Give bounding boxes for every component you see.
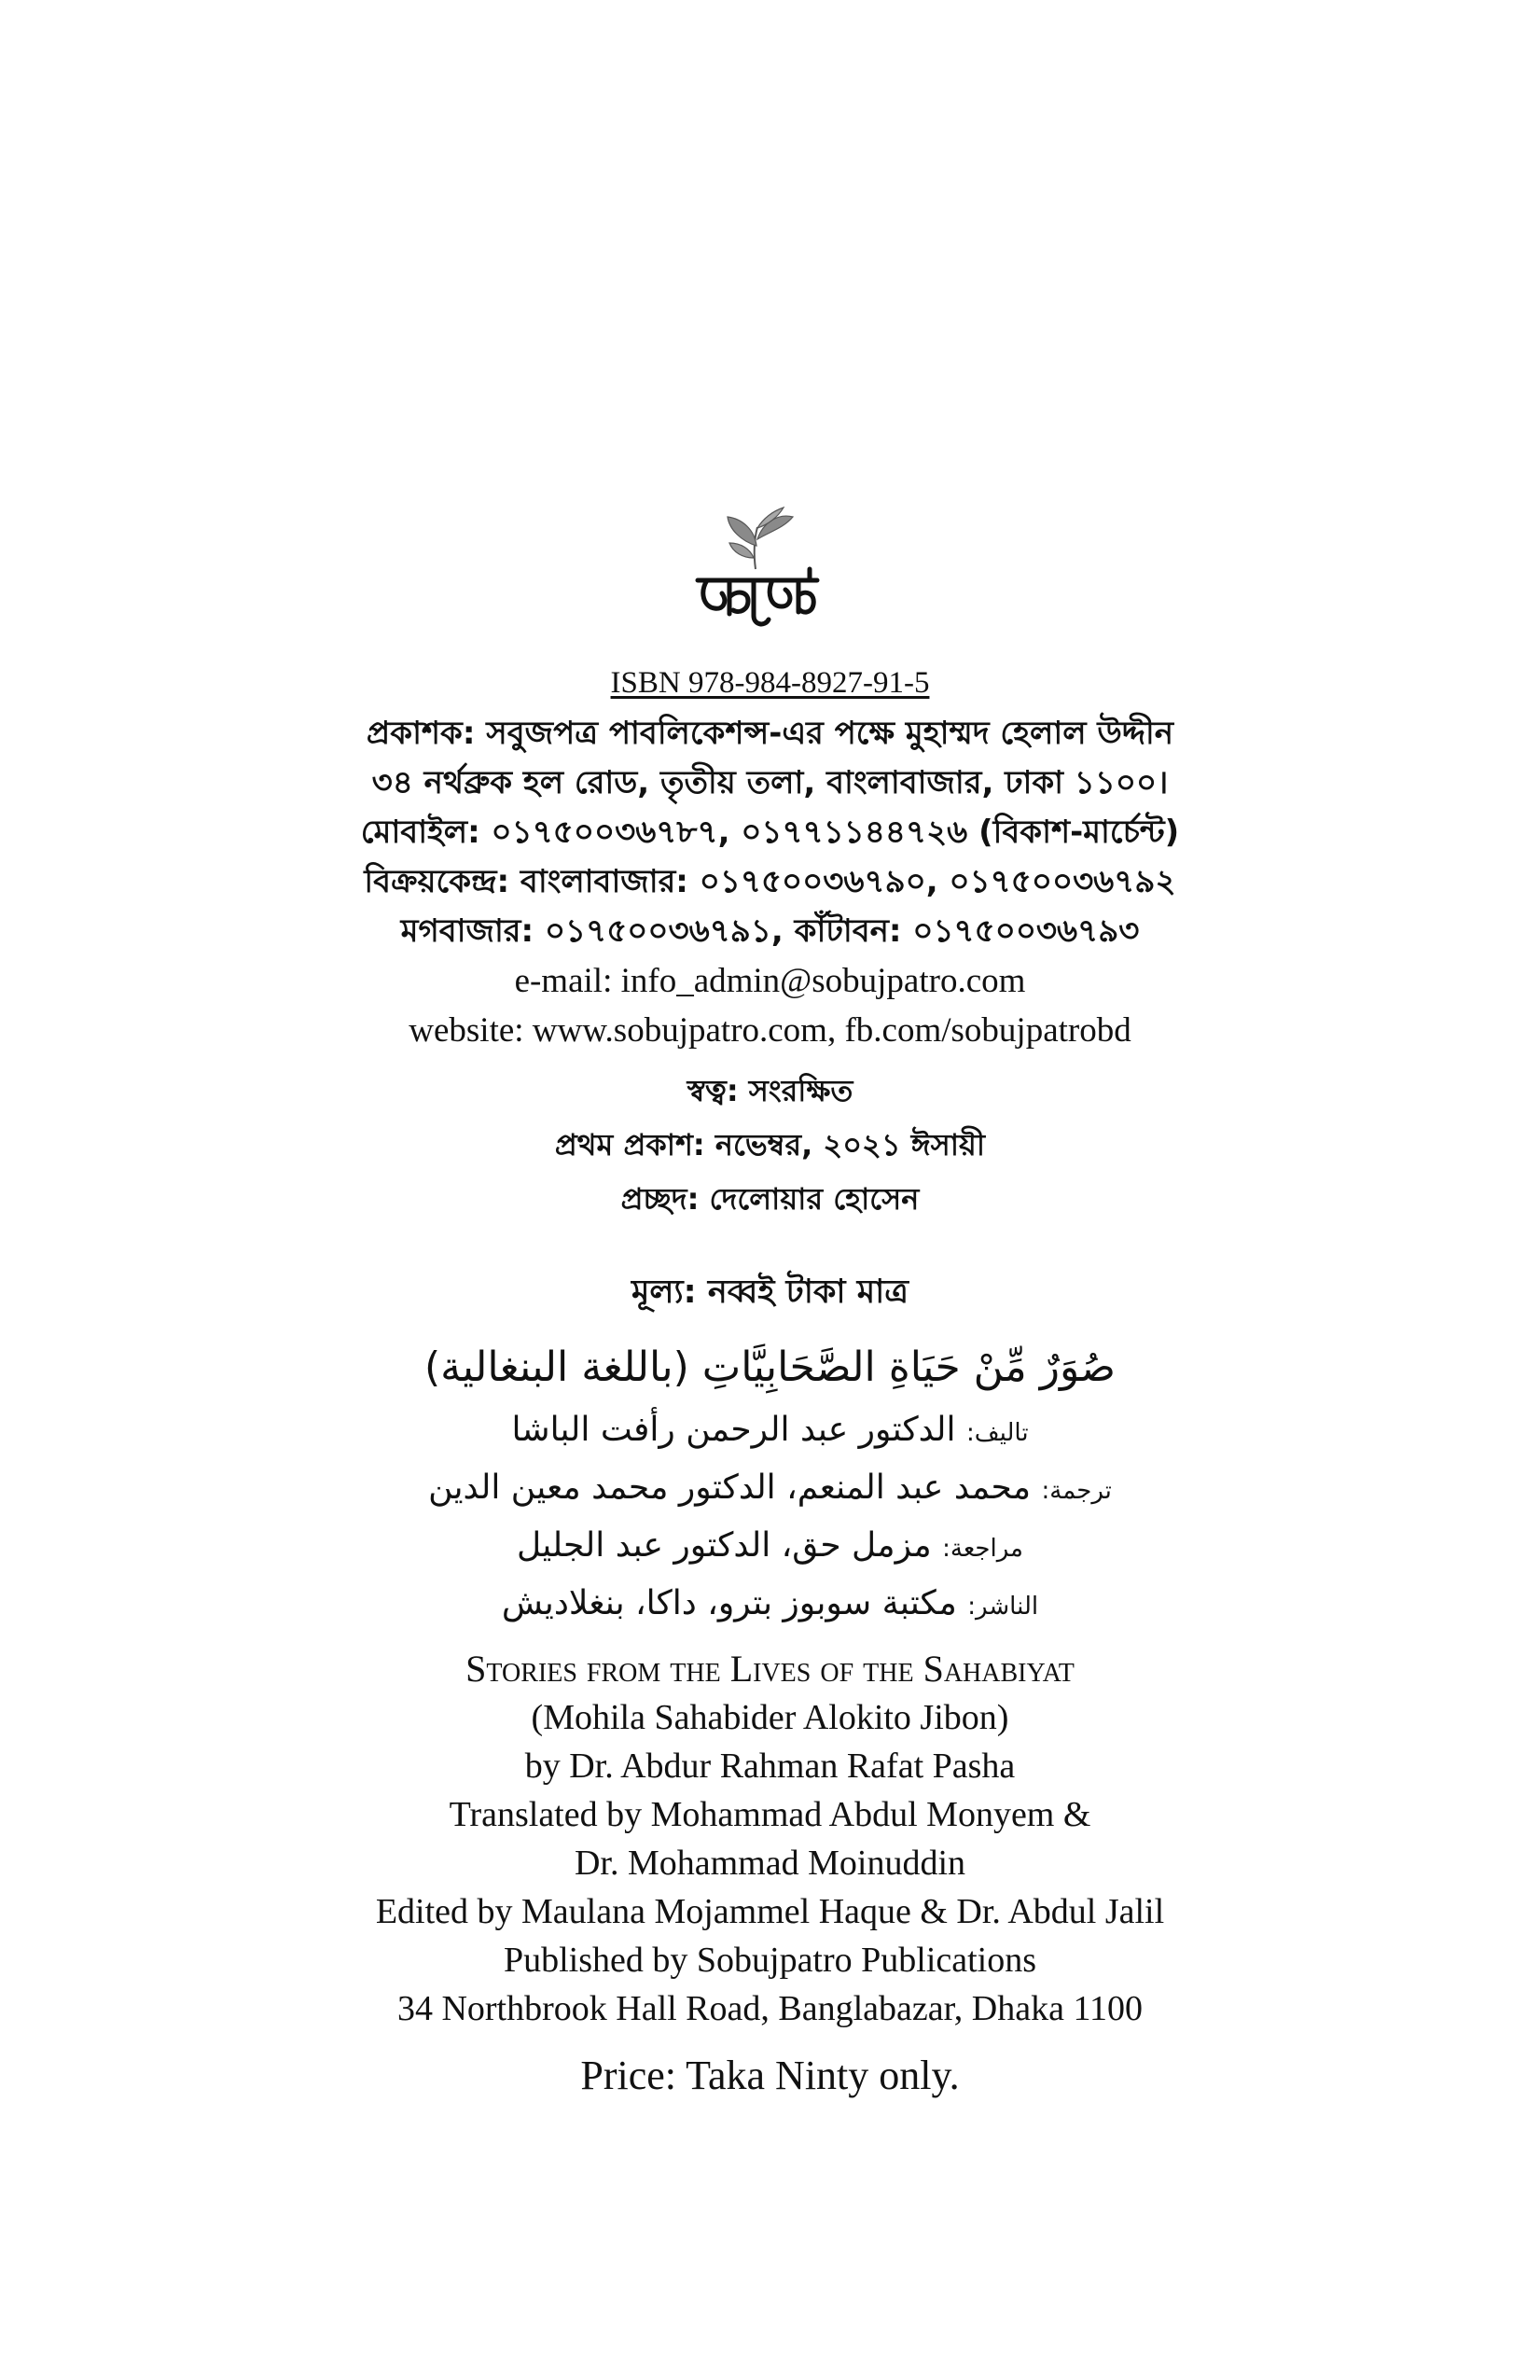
english-subtitle: (Mohila Sahabider Alokito Jibon): [531, 1698, 1009, 1737]
english-published-by: Published by Sobujpatro Publications: [503, 1941, 1037, 1980]
price-bengali: মূল্য: নব্বই টাকা মাত্র: [631, 1274, 909, 1311]
english-edited-by: Edited by Maulana Mojammel Haque & Dr. Abdul Jalil: [375, 1892, 1165, 1931]
sales-center-line: বিক্রয়কেন্দ্র: বাংলাবাজার: ০১৭৫০০৩৬৭৯০, ০১৭৫০০৩৬৭৯২: [364, 863, 1176, 900]
english-translated-by: Translated by Mohammad Abdul Monyem &: [449, 1795, 1091, 1834]
copyright-line: স্বত্ব: সংরক্ষিত: [687, 1073, 853, 1108]
sobujpatro-logo: [662, 504, 849, 644]
arabic-publisher: مكتبة سوبوز بترو، داكا، بنغلاديش: [501, 1584, 957, 1622]
arabic-review-line: [187, 1517, 1353, 1575]
arabic-translation-line: [187, 1459, 1353, 1517]
first-edition-line: প্রথম প্রকাশ: নভেম্বর, ২০২১ ঈসায়ী: [554, 1127, 986, 1162]
email-line: e-mail: info_admin@sobujpatro.com: [514, 962, 1026, 1000]
arabic-author: الدكتور عبد الرحمن رأفت الباشا: [511, 1411, 956, 1449]
isbn-number: ISBN 978-984-8927-91-5: [610, 666, 930, 700]
arabic-translation-label: ترجمة:: [1041, 1477, 1112, 1505]
arabic-translation: محمد عبد المنعم، الدكتور محمد معين الدين: [428, 1468, 1032, 1507]
sprout-leaf-icon: [728, 508, 793, 569]
mobile-line: মোবাইল: ০১৭৫০০৩৬৭৮৭, ০১৭৭১১৪৪৭২৬ (বিকাশ-মার্চেন্ট): [360, 814, 1180, 851]
logo-script: [698, 569, 817, 624]
publisher-line: প্রকাশক: সবুজপত্র পাবলিকেশন্স-এর পক্ষে মুহাম্মদ হেলাল উদ্দীন: [366, 715, 1174, 752]
price-english: Price: Taka Ninty only.: [580, 2053, 960, 2098]
cover-designer-line: প্রচ্ছদ: দেলোয়ার হোসেন: [620, 1181, 920, 1217]
arabic-author-line: [187, 1401, 1353, 1459]
rights-info: [187, 1064, 1353, 1226]
website-line: website: www.sobujpatro.com, fb.com/sobujpatrobd: [409, 1011, 1131, 1050]
publisher-info: [187, 709, 1353, 1055]
arabic-publisher-label: الناشر:: [967, 1593, 1039, 1621]
arabic-review-label: مراجعة:: [942, 1535, 1023, 1563]
english-title: Stories from the Lives of the Sahabiyat: [465, 1648, 1075, 1690]
arabic-credits: [187, 1334, 1353, 1633]
arabic-author-label: تاليف:: [965, 1419, 1029, 1447]
arabic-title: صُوَرٌ مِّنْ حَيَاةِ الصَّحَابِيَّاتِ (باللغة البنغالية): [423, 1343, 1117, 1391]
arabic-publisher-line: [187, 1575, 1353, 1633]
address-line: ৩৪ নর্থব্রুক হল রোড, তৃতীয় তলা, বাংলাবাজার, ঢাকা ১১০০।: [371, 764, 1169, 801]
arabic-review: مزمل حق، الدكتور عبد الجليل: [517, 1526, 932, 1565]
english-author: by Dr. Abdur Rahman Rafat Pasha: [524, 1747, 1016, 1786]
english-translated-by-2: Dr. Mohammad Moinuddin: [574, 1844, 966, 1883]
english-address: 34 Northbrook Hall Road, Banglabazar, Dhaka 1100: [396, 1989, 1144, 2028]
english-credits: [187, 1645, 1353, 2033]
branch-line: মগবাজার: ০১৭৫০০৩৬৭৯১, কাঁটাবন: ০১৭৫০০৩৬৭৯৩: [400, 912, 1140, 950]
